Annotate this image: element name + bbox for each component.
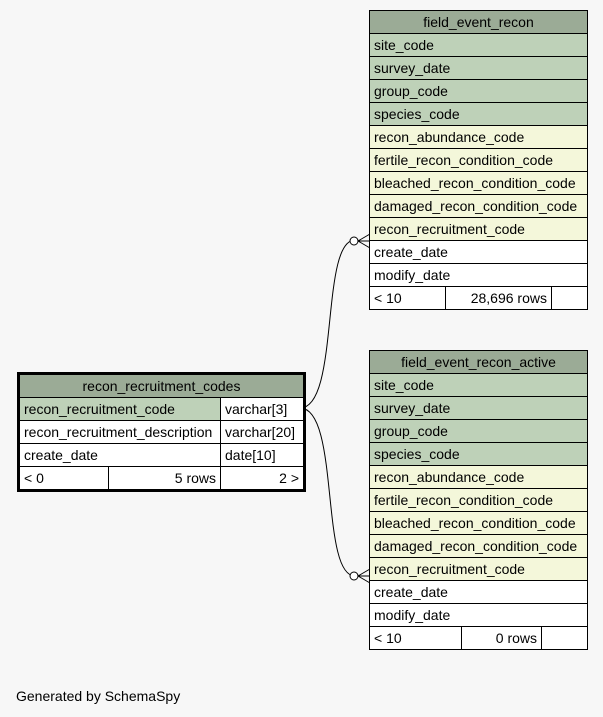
column-bleached-recon-condition-code[interactable]: bleached_recon_condition_code bbox=[370, 512, 588, 535]
column-recon-recruitment-code[interactable]: recon_recruitment_code bbox=[19, 398, 221, 421]
column-group-code[interactable]: group_code bbox=[370, 420, 588, 443]
column-modify-date[interactable]: modify_date bbox=[370, 604, 588, 627]
row-count: 0 rows bbox=[462, 627, 542, 650]
column-recon-recruitment-code[interactable]: recon_recruitment_code bbox=[370, 558, 588, 581]
column-species-code[interactable]: species_code bbox=[370, 443, 588, 466]
table-title[interactable]: field_event_recon_active bbox=[370, 351, 588, 374]
relation-end-circle-recon bbox=[350, 237, 358, 245]
table-field-event-recon[interactable] bbox=[369, 10, 588, 310]
column-group-code[interactable]: group_code bbox=[370, 80, 588, 103]
column-damaged-recon-condition-code[interactable]: damaged_recon_condition_code bbox=[370, 195, 588, 218]
column-recon-recruitment-description[interactable]: recon_recruitment_description bbox=[19, 421, 221, 444]
column-recon-abundance-code[interactable]: recon_abundance_code bbox=[370, 466, 588, 489]
parents-count[interactable]: < 10 bbox=[370, 287, 446, 310]
relation-line-recon bbox=[300, 240, 355, 408]
generated-by-text: Generated by SchemaSpy bbox=[16, 688, 181, 704]
table-field-event-recon-active[interactable] bbox=[369, 350, 588, 650]
column-recon-recruitment-code[interactable]: recon_recruitment_code bbox=[370, 218, 588, 241]
column-fertile-recon-condition-code[interactable]: fertile_recon_condition_code bbox=[370, 489, 588, 512]
column-species-code[interactable]: species_code bbox=[370, 103, 588, 126]
children-count[interactable] bbox=[542, 627, 588, 650]
children-count[interactable]: 2 > bbox=[221, 467, 305, 491]
column-fertile-recon-condition-code[interactable]: fertile_recon_condition_code bbox=[370, 149, 588, 172]
relation-end-circle-active bbox=[350, 572, 358, 580]
column-bleached-recon-condition-code[interactable]: bleached_recon_condition_code bbox=[370, 172, 588, 195]
column-create-date[interactable]: create_date bbox=[370, 581, 588, 604]
column-create-date[interactable]: create_date bbox=[19, 444, 221, 467]
column-site-code[interactable]: site_code bbox=[370, 374, 588, 397]
row-count: 28,696 rows bbox=[446, 287, 552, 310]
column-recon-abundance-code[interactable]: recon_abundance_code bbox=[370, 126, 588, 149]
parents-count[interactable]: < 10 bbox=[370, 627, 462, 650]
column-survey-date[interactable]: survey_date bbox=[370, 57, 588, 80]
column-modify-date[interactable]: modify_date bbox=[370, 264, 588, 287]
parents-count[interactable]: < 0 bbox=[19, 467, 109, 491]
column-create-date[interactable]: create_date bbox=[370, 241, 588, 264]
table-title[interactable]: recon_recruitment_codes bbox=[19, 374, 305, 398]
relation-line-active bbox=[300, 408, 355, 576]
column-site-code[interactable]: site_code bbox=[370, 34, 588, 57]
column-survey-date[interactable]: survey_date bbox=[370, 397, 588, 420]
table-recon-recruitment-codes[interactable] bbox=[17, 372, 306, 492]
column-damaged-recon-condition-code[interactable]: damaged_recon_condition_code bbox=[370, 535, 588, 558]
children-count[interactable] bbox=[552, 287, 588, 310]
column-type: date[10] bbox=[221, 444, 305, 467]
column-type: varchar[20] bbox=[221, 421, 305, 444]
table-title[interactable]: field_event_recon bbox=[370, 11, 588, 34]
column-type: varchar[3] bbox=[221, 398, 305, 421]
row-count: 5 rows bbox=[109, 467, 221, 491]
